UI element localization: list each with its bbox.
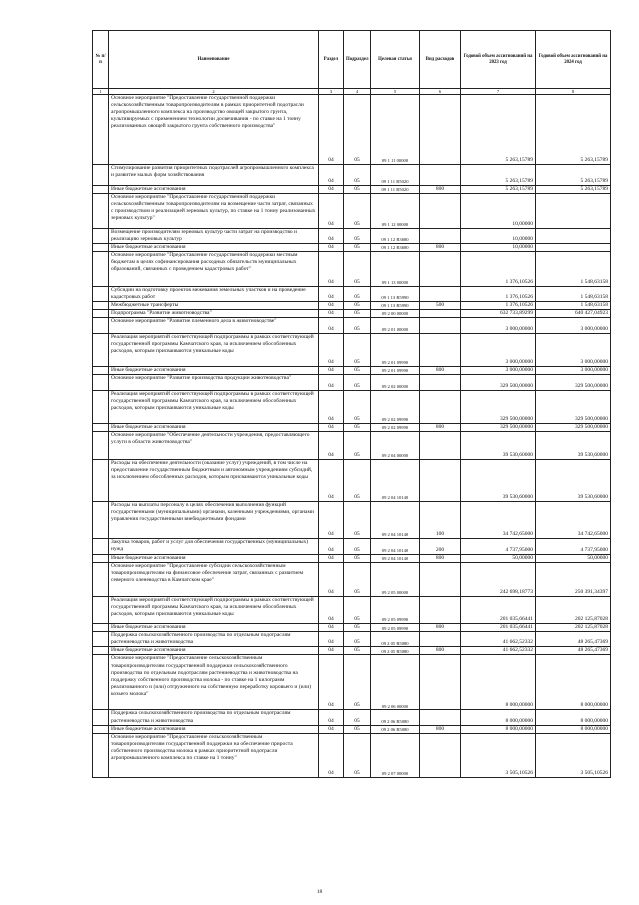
table-cell-name: Иные бюджетные ассигнования: [109, 244, 319, 252]
table-cell-section: 04: [319, 710, 344, 725]
table-cell-section: 04: [319, 424, 344, 432]
table-cell-amount-2023: 3 000,00000: [461, 367, 536, 375]
table-cell-amount-2023: 632 733,89299: [461, 310, 536, 318]
table-cell-name: Субсидии на подготовку проектов межевания земельных участков и на проведение кадастровых работ: [109, 287, 319, 302]
table-cell-number: [93, 647, 109, 655]
table-cell-subsection: 05: [344, 367, 371, 375]
table-cell-expense-type: [420, 460, 461, 502]
table-cell-amount-2023: 5 263,15789: [461, 95, 536, 165]
table-cell-subsection: 05: [344, 287, 371, 302]
table-row: [93, 165, 611, 186]
table-cell-name: Иные бюджетные ассигнования: [109, 647, 319, 655]
table-cell-target-article: 09 1 13 R5990: [371, 302, 420, 310]
table-cell-subsection: 05: [344, 647, 371, 655]
table-cell-amount-2023: 1 376,10526: [461, 302, 536, 310]
table-cell-expense-type: [420, 287, 461, 302]
table-cell-expense-type: [420, 375, 461, 391]
table-cell-amount-2024: 3 000,00000: [536, 334, 611, 367]
col-header-section: Раздел: [319, 31, 344, 89]
table-cell-subsection: 05: [344, 655, 371, 710]
table-cell-amount-2023: 5 263,15789: [461, 186, 536, 194]
table-cell-section: 04: [319, 460, 344, 502]
table-cell-number: [93, 432, 109, 460]
col-header-number: № п/п: [93, 31, 109, 89]
table-cell-subsection: 05: [344, 597, 371, 624]
table-row: [93, 302, 611, 310]
table-cell-amount-2023: 329 500,00000: [461, 391, 536, 424]
table-cell-target-article: 09 1 12 00000: [371, 194, 420, 229]
table-cell-name: Иные бюджетные ассигнования: [109, 186, 319, 194]
column-index: 5: [371, 89, 420, 95]
table-cell-section: 04: [319, 632, 344, 647]
table-row: [93, 555, 611, 563]
table-cell-amount-2024: [536, 229, 611, 244]
column-index: 2: [109, 89, 319, 95]
table-cell-amount-2024: 48 265,47369: [536, 632, 611, 647]
table-cell-amount-2024: 329 500,00000: [536, 375, 611, 391]
table-cell-target-article: 09 1 13 R5990: [371, 287, 420, 302]
table-cell-amount-2023: 3 000,00000: [461, 334, 536, 367]
table-cell-amount-2023: 10,00000: [461, 194, 536, 229]
table-cell-amount-2024: 5 263,15789: [536, 186, 611, 194]
table-row: [93, 632, 611, 647]
table-cell-amount-2024: 5 263,15789: [536, 95, 611, 165]
table-cell-name: Межбюджетные трансферты: [109, 302, 319, 310]
table-cell-expense-type: 800: [420, 367, 461, 375]
table-row: [93, 391, 611, 424]
table-row: [93, 460, 611, 502]
table-cell-subsection: 05: [344, 302, 371, 310]
table-cell-expense-type: 100: [420, 502, 461, 539]
table-cell-amount-2024: 1 548,63158: [536, 252, 611, 287]
budget-table: [92, 30, 611, 778]
table-cell-expense-type: [420, 563, 461, 597]
table-cell-expense-type: [420, 432, 461, 460]
table-cell-expense-type: 800: [420, 725, 461, 733]
table-cell-subsection: 05: [344, 391, 371, 424]
table-cell-amount-2024: 48 265,47369: [536, 647, 611, 655]
table-cell-number: [93, 252, 109, 287]
table-cell-amount-2023: 39 530,60000: [461, 460, 536, 502]
table-row: [93, 424, 611, 432]
table-cell-expense-type: 800: [420, 647, 461, 655]
table-cell-expense-type: [420, 95, 461, 165]
table-cell-target-article: 09 2 06 R5080: [371, 725, 420, 733]
table-cell-amount-2024: 5 263,15789: [536, 165, 611, 186]
table-header: [93, 31, 611, 95]
table-cell-target-article: 09 1 11 00000: [371, 95, 420, 165]
table-cell-expense-type: [420, 229, 461, 244]
table-cell-amount-2023: 1 376,10526: [461, 252, 536, 287]
table-cell-number: [93, 287, 109, 302]
table-cell-name: Иные бюджетные ассигнования: [109, 367, 319, 375]
table-cell-subsection: 05: [344, 710, 371, 725]
table-cell-amount-2023: 329 500,00000: [461, 424, 536, 432]
column-index: 7: [461, 89, 536, 95]
table-cell-target-article: 09 1 12 R3680: [371, 244, 420, 252]
table-cell-subsection: 05: [344, 460, 371, 502]
table-cell-expense-type: [420, 310, 461, 318]
table-cell-section: 04: [319, 597, 344, 624]
table-cell-amount-2023: 5 263,15789: [461, 165, 536, 186]
table-cell-amount-2024: 329 500,00000: [536, 391, 611, 424]
table-row: [93, 310, 611, 318]
table-cell-section: 04: [319, 375, 344, 391]
table-cell-subsection: 05: [344, 334, 371, 367]
table-cell-subsection: 05: [344, 632, 371, 647]
col-header-amount-2024: Годовой объем ассигнований на 2024 год: [536, 31, 611, 89]
table-cell-subsection: 05: [344, 375, 371, 391]
table-cell-number: [93, 165, 109, 186]
table-cell-subsection: 05: [344, 555, 371, 563]
table-cell-amount-2024: 329 500,00000: [536, 424, 611, 432]
table-row: [93, 287, 611, 302]
table-cell-target-article: 09 1 13 00000: [371, 252, 420, 287]
table-cell-amount-2023: 10,00000: [461, 229, 536, 244]
table-cell-expense-type: 500: [420, 302, 461, 310]
table-cell-target-article: 09 2 04 10140: [371, 502, 420, 539]
table-cell-target-article: 09 2 05 R5080: [371, 647, 420, 655]
table-cell-section: 04: [319, 502, 344, 539]
col-header-subsection: Подраздел: [344, 31, 371, 89]
table-body: [93, 95, 611, 778]
table-cell-name: Иные бюджетные ассигнования: [109, 424, 319, 432]
table-row: [93, 95, 611, 165]
table-cell-amount-2024: 1 548,63158: [536, 302, 611, 310]
table-cell-amount-2023: 242 698,18773: [461, 563, 536, 597]
table-cell-amount-2024: 202 125,87028: [536, 597, 611, 624]
table-cell-amount-2023: 8 000,00000: [461, 655, 536, 710]
table-row: [93, 539, 611, 555]
table-row: [93, 733, 611, 777]
table-row: [93, 624, 611, 632]
table-cell-target-article: 09 2 05 09990: [371, 624, 420, 632]
table-cell-name: Основное мероприятие "Предоставление государственной поддержки сельскохозяйственным товаропроизводителям в рамках приоритетной подотрасли агропромышленного комплекса на производство овощей закрытого грунта, культивируемых с применением технологии досвечивания - по ставке на 1 тонну реализованных овощей закрытого грунта собственного производства": [109, 95, 319, 165]
table-row: [93, 502, 611, 539]
table-cell-expense-type: [420, 194, 461, 229]
table-cell-expense-type: [420, 391, 461, 424]
table-cell-subsection: 05: [344, 432, 371, 460]
col-header-target-article: Целевая статья: [371, 31, 420, 89]
table-cell-amount-2024: 1 548,63158: [536, 287, 611, 302]
table-cell-target-article: 09 2 01 09990: [371, 334, 420, 367]
table-cell-section: 04: [319, 334, 344, 367]
table-cell-expense-type: [420, 733, 461, 777]
table-cell-section: 04: [319, 391, 344, 424]
table-cell-section: 04: [319, 555, 344, 563]
table-cell-number: [93, 310, 109, 318]
table-row: [93, 655, 611, 710]
table-cell-amount-2024: [536, 194, 611, 229]
table-cell-amount-2023: 39 530,60000: [461, 432, 536, 460]
table-cell-target-article: 09 2 00 00000: [371, 310, 420, 318]
table-cell-section: 04: [319, 624, 344, 632]
table-cell-name: Реализация мероприятий соответствующей подпрограммы в рамках соответствующей государственной программы Камчатского края, за исключением обособленных расходов, которым присваиваются уникальные коды: [109, 597, 319, 624]
table-row: [93, 432, 611, 460]
table-cell-target-article: 09 2 01 00000: [371, 318, 420, 334]
table-cell-number: [93, 624, 109, 632]
table-cell-number: [93, 725, 109, 733]
table-cell-section: 04: [319, 310, 344, 318]
table-cell-section: 04: [319, 194, 344, 229]
table-cell-expense-type: [420, 632, 461, 647]
table-cell-number: [93, 318, 109, 334]
table-cell-expense-type: 800: [420, 624, 461, 632]
table-cell-target-article: 09 2 02 09990: [371, 424, 420, 432]
table-cell-number: [93, 632, 109, 647]
table-cell-subsection: 05: [344, 310, 371, 318]
table-row: [93, 725, 611, 733]
table-cell-subsection: 05: [344, 725, 371, 733]
table-cell-expense-type: 800: [420, 186, 461, 194]
table-cell-name: Основное мероприятие "Развитие племенного дела в животноводстве": [109, 318, 319, 334]
table-cell-number: [93, 186, 109, 194]
table-cell-section: 04: [319, 165, 344, 186]
table-cell-section: 04: [319, 432, 344, 460]
table-cell-amount-2023: 329 500,00000: [461, 375, 536, 391]
table-cell-amount-2024: 250 391,34397: [536, 563, 611, 597]
table-row: [93, 647, 611, 655]
table-cell-subsection: 05: [344, 252, 371, 287]
table-cell-subsection: 05: [344, 165, 371, 186]
table-cell-expense-type: [420, 597, 461, 624]
table-cell-name: Расходы на обеспечение деятельности (оказание услуг) учреждений, в том числе на предоставление государственным бюджетным и автономным учреждениям субсидий, за исключением обособленных расходов, которым присваиваются уникальные коды: [109, 460, 319, 502]
table-cell-target-article: 09 2 05 09990: [371, 597, 420, 624]
table-cell-section: 04: [319, 367, 344, 375]
table-cell-name: Иные бюджетные ассигнования: [109, 725, 319, 733]
table-cell-number: [93, 244, 109, 252]
table-cell-number: [93, 460, 109, 502]
table-cell-expense-type: [420, 165, 461, 186]
table-cell-target-article: 09 2 02 09990: [371, 391, 420, 424]
table-cell-number: [93, 424, 109, 432]
table-cell-target-article: 09 2 04 10140: [371, 460, 420, 502]
table-cell-amount-2024: 34 742,65000: [536, 502, 611, 539]
table-cell-subsection: 05: [344, 733, 371, 777]
table-cell-name: Основное мероприятие "Предоставление государственной поддержки сельскохозяйственным товаропроизводителям на возмещение части затрат, связанных с производством и реализацией зерновых культур, по ставке на 1 тонну реализованных зерновых культур": [109, 194, 319, 229]
table-row: [93, 194, 611, 229]
table-row: [93, 563, 611, 597]
table-cell-name: Основное мероприятие "Развитие производства продукции животноводства": [109, 375, 319, 391]
table-cell-expense-type: 200: [420, 539, 461, 555]
table-cell-target-article: 09 2 05 R5080: [371, 632, 420, 647]
table-row: [93, 318, 611, 334]
table-cell-name: Основное мероприятие "Предоставление государственной поддержки местным бюджетам в целях софинансирования расходных обязательств муниципальных образований, связанных с проведением кадастровых работ": [109, 252, 319, 287]
table-cell-amount-2024: 39 530,60000: [536, 432, 611, 460]
table-row: [93, 375, 611, 391]
table-cell-expense-type: 800: [420, 424, 461, 432]
table-row: [93, 252, 611, 287]
table-cell-amount-2023: 41 662,52332: [461, 632, 536, 647]
table-cell-target-article: 09 2 02 00000: [371, 375, 420, 391]
column-index: 8: [536, 89, 611, 95]
table-cell-amount-2024: 3 505,10526: [536, 733, 611, 777]
table-cell-expense-type: [420, 710, 461, 725]
table-cell-target-article: 09 2 07 00000: [371, 733, 420, 777]
table-cell-target-article: 09 2 04 10140: [371, 555, 420, 563]
table-row: [93, 186, 611, 194]
table-cell-amount-2024: 202 125,87028: [536, 624, 611, 632]
table-cell-target-article: 09 2 04 00000: [371, 432, 420, 460]
table-cell-number: [93, 710, 109, 725]
table-cell-amount-2023: 41 662,52332: [461, 647, 536, 655]
table-cell-target-article: 09 2 06 R5080: [371, 710, 420, 725]
col-header-name: Наименование: [109, 31, 319, 89]
table-cell-number: [93, 597, 109, 624]
table-cell-name: Поддержка сельскохозяйственного производства по отдельным подотраслям растениеводства и животноводства: [109, 632, 319, 647]
column-index: 4: [344, 89, 371, 95]
table-cell-number: [93, 539, 109, 555]
table-cell-expense-type: [420, 655, 461, 710]
table-cell-section: 04: [319, 302, 344, 310]
table-row: [93, 710, 611, 725]
table-cell-name: Иные бюджетные ассигнования: [109, 555, 319, 563]
table-cell-name: Поддержка сельскохозяйственного производства по отдельным подотраслям растениеводства и животноводства: [109, 710, 319, 725]
table-cell-amount-2024: 640 427,04923: [536, 310, 611, 318]
table-cell-name: Основное мероприятие "Предоставление субсидии сельскохозяйственным товаропроизводителям на финансовое обеспечение затрат, связанных с развитием северного оленеводства в Камчатском крае": [109, 563, 319, 597]
table-cell-name: Реализация мероприятий соответствующей подпрограммы в рамках соответствующей государственной программы Камчатского края, за исключением обособленных расходов, которым присваиваются уникальные коды: [109, 391, 319, 424]
table-cell-amount-2023: 8 000,00000: [461, 710, 536, 725]
table-cell-amount-2023: 10,00000: [461, 244, 536, 252]
table-cell-target-article: 09 1 11 R5020: [371, 186, 420, 194]
table-cell-amount-2023: 8 000,00000: [461, 725, 536, 733]
table-cell-amount-2023: 3 000,00000: [461, 318, 536, 334]
table-cell-amount-2023: 3 505,10526: [461, 733, 536, 777]
table-cell-number: [93, 655, 109, 710]
table-cell-amount-2024: 3 000,00000: [536, 367, 611, 375]
col-header-expense-type: Вид расходов: [420, 31, 461, 89]
table-cell-section: 04: [319, 733, 344, 777]
table-cell-number: [93, 367, 109, 375]
table-cell-amount-2023: 4 737,95000: [461, 539, 536, 555]
table-cell-amount-2024: 50,00000: [536, 555, 611, 563]
table-cell-subsection: 05: [344, 186, 371, 194]
table-cell-subsection: 05: [344, 502, 371, 539]
table-cell-amount-2024: 4 737,95000: [536, 539, 611, 555]
table-cell-amount-2023: 34 742,65000: [461, 502, 536, 539]
table-cell-section: 04: [319, 563, 344, 597]
table-cell-name: Реализация мероприятий соответствующей подпрограммы в рамках соответствующей государственной программы Камчатского края, за исключением обособленных расходов, которым присваиваются уникальные коды: [109, 334, 319, 367]
table-cell-amount-2024: [536, 244, 611, 252]
table-cell-number: [93, 733, 109, 777]
table-cell-name: Иные бюджетные ассигнования: [109, 624, 319, 632]
table-cell-section: 04: [319, 655, 344, 710]
table-cell-name: Стимулирование развития приоритетных подотраслей агропромышленного комплекса и развитие малых форм хозяйствования: [109, 165, 319, 186]
table-cell-target-article: 09 1 12 R3680: [371, 229, 420, 244]
table-cell-section: 04: [319, 244, 344, 252]
table-cell-number: [93, 194, 109, 229]
table-cell-number: [93, 95, 109, 165]
table-cell-target-article: 09 2 04 10140: [371, 539, 420, 555]
table-cell-name: Основное мероприятие "Предоставление сельскохозяйственным товаропроизводителям государственной поддержки на обеспечение прироста собственного производства молока в рамках приоритетной подотрасли агропромышленного комплекса по ставке на 1 тонну": [109, 733, 319, 777]
table-cell-section: 04: [319, 95, 344, 165]
table-cell-number: [93, 391, 109, 424]
table-cell-expense-type: 800: [420, 244, 461, 252]
table-cell-number: [93, 229, 109, 244]
table-cell-subsection: 05: [344, 95, 371, 165]
table-cell-name: Основное мероприятие "Предоставление сельскохозяйственным товаропроизводителям государственной поддержки сельскохозяйственного производства по отдельным подотраслям растениеводства и животноводства на поддержку собственного производства молока - по ставке на 1 килограмм реализованного и (или) отгруженного на собственную переработку коровьего и (или) козьего молока": [109, 655, 319, 710]
table-cell-target-article: 09 2 06 00000: [371, 655, 420, 710]
table-cell-section: 04: [319, 318, 344, 334]
table-row: [93, 597, 611, 624]
table-cell-amount-2023: 1 376,10526: [461, 287, 536, 302]
table-cell-name: Подпрограмма "Развитие животноводства": [109, 310, 319, 318]
column-index: 6: [420, 89, 461, 95]
table-cell-number: [93, 563, 109, 597]
table-cell-subsection: 05: [344, 194, 371, 229]
table-cell-amount-2023: 201 035,66441: [461, 624, 536, 632]
table-cell-amount-2024: 8 000,00000: [536, 710, 611, 725]
table-cell-subsection: 05: [344, 318, 371, 334]
table-cell-subsection: 05: [344, 424, 371, 432]
table-cell-section: 04: [319, 287, 344, 302]
table-cell-amount-2024: 3 000,00000: [536, 318, 611, 334]
table-cell-target-article: 09 1 11 R5020: [371, 165, 420, 186]
table-cell-number: [93, 302, 109, 310]
table-cell-amount-2023: 50,00000: [461, 555, 536, 563]
table-cell-expense-type: 800: [420, 555, 461, 563]
column-index: 3: [319, 89, 344, 95]
table-cell-expense-type: [420, 334, 461, 367]
table-cell-name: Расходы на выплаты персоналу в целях обеспечения выполнения функций государственными (муниципальными) органами, казенными учреждениями, органами управления государственными внебюджетными фондами: [109, 502, 319, 539]
table-row: [93, 367, 611, 375]
table-cell-name: Закупка товаров, работ и услуг для обеспечения государственных (муниципальных) нужд: [109, 539, 319, 555]
col-header-amount-2023: Годовой объем ассигнований на 2023 год: [461, 31, 536, 89]
table-cell-amount-2024: 39 530,60000: [536, 460, 611, 502]
table-cell-section: 04: [319, 229, 344, 244]
table-cell-name: Возмещение производителям зерновых культур части затрат на производство и реализацию зерновых культур: [109, 229, 319, 244]
table-cell-target-article: 09 2 05 00000: [371, 563, 420, 597]
table-cell-amount-2023: 201 035,66441: [461, 597, 536, 624]
table-cell-section: 04: [319, 252, 344, 287]
table-cell-number: [93, 502, 109, 539]
column-index: 1: [93, 89, 109, 95]
table-row: [93, 229, 611, 244]
table-cell-amount-2024: 8 000,00000: [536, 725, 611, 733]
page-number: 18: [316, 889, 323, 895]
table-cell-name: Основное мероприятие "Обеспечение деятельности учреждения, предоставляющего услуги в области животноводства": [109, 432, 319, 460]
table-cell-expense-type: [420, 318, 461, 334]
table-cell-number: [93, 334, 109, 367]
table-cell-subsection: 05: [344, 624, 371, 632]
table-cell-amount-2024: 8 000,00000: [536, 655, 611, 710]
table-cell-expense-type: [420, 252, 461, 287]
table-cell-subsection: 05: [344, 563, 371, 597]
table-cell-subsection: 05: [344, 229, 371, 244]
table-cell-target-article: 09 2 01 09990: [371, 367, 420, 375]
table-cell-section: 04: [319, 539, 344, 555]
table-cell-section: 04: [319, 186, 344, 194]
table-cell-number: [93, 375, 109, 391]
table-cell-section: 04: [319, 647, 344, 655]
table-cell-subsection: 05: [344, 244, 371, 252]
table-row: [93, 334, 611, 367]
table-cell-section: 04: [319, 725, 344, 733]
table-cell-number: [93, 555, 109, 563]
table-row: [93, 244, 611, 252]
table-cell-subsection: 05: [344, 539, 371, 555]
